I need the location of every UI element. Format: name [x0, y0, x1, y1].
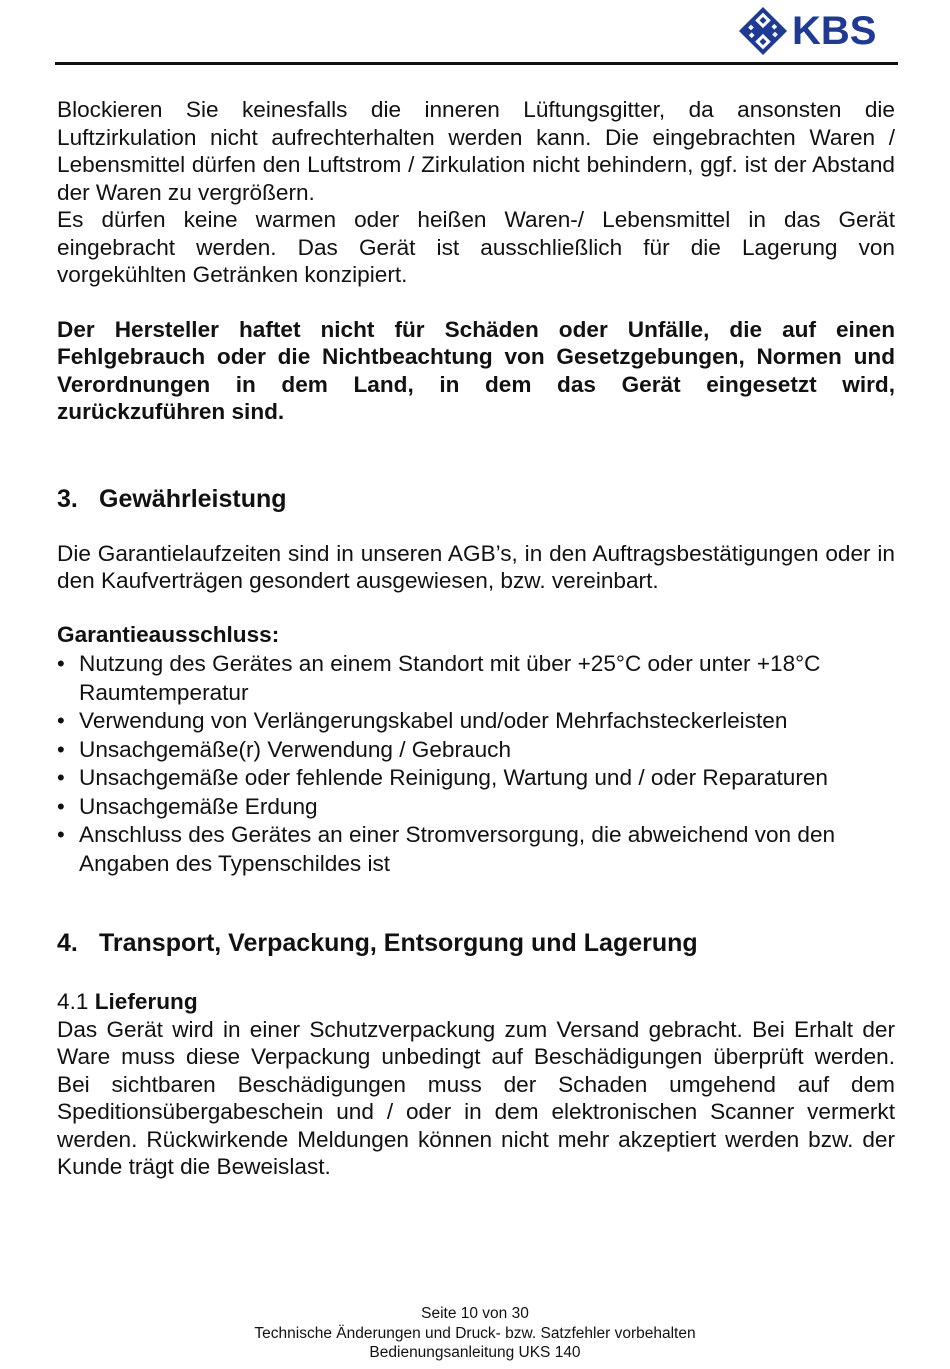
list-item: • Unsachgemäße Erdung: [57, 793, 895, 822]
section-4-title: Transport, Verpackung, Entsorgung und Lagerung: [99, 929, 698, 957]
intro-paragraph-ventilation: Blockieren Sie keinesfalls die inneren Lüftungsgitter, da ansonsten die Luftzirkulation nicht aufrechterhalten werden kann. Die eingebrachten Waren / Lebensmittel dürfen den Luftstrom / Zirkulation nicht behindern, ggf. ist der Abstand der Waren zu vergrößern.: [57, 97, 895, 205]
section-4-number: 4.: [57, 929, 78, 957]
warranty-text: Die Garantielaufzeiten sind in unseren AGB’s, in den Auftragsbestätigungen oder in den Kaufverträgen gesondert ausgewiesen, bzw. vereinbart.: [57, 540, 895, 593]
footer-disclaimer: Technische Änderungen und Druck- bzw. Satzfehler vorbehalten: [254, 1324, 696, 1342]
liability-notice: Der Hersteller haftet nicht für Schäden oder Unfälle, die auf einen Fehlgebrauch oder die Nichtbeachtung von Gesetzgebungen, Normen und Verordnungen in dem Land, in dem das Gerät eingesetzt wird, zurückzuführen sind.: [57, 316, 895, 424]
subsection-4-1-heading: [57, 988, 895, 1016]
warranty-exclusion-heading: Garantieausschluss:: [57, 621, 280, 647]
intro-paragraph-warm-goods: Es dürfen keine warmen oder heißen Waren-/ Lebensmittel in das Gerät eingebracht werden. Das Gerät ist ausschließlich für die Lagerung von vorgekühlten Getränken konzipiert.: [57, 207, 895, 287]
list-item: • Nutzung des Gerätes an einem Standort mit über +25°C oder unter +18°C Raumtemperatur: [57, 650, 895, 707]
delivery-text: Das Gerät wird in einer Schutzverpackung zum Versand gebracht. Bei Erhalt der Ware muss diese Verpackung unbedingt auf Beschädigungen überprüft werden. Bei sichtbaren Beschädigungen muss der Schaden umgehend auf dem Speditionsübergabeschein und / oder in dem elektronischen Scanner vermerkt werden. Rückwirkende Meldungen können nicht mehr akzeptiert werden bzw. der Kunde trägt die Beweislast.: [57, 1016, 895, 1179]
list-item: • Unsachgemäße(r) Verwendung / Gebrauch: [57, 736, 895, 765]
svg-text:KBS: KBS: [792, 9, 877, 53]
list-item: • Verwendung von Verlängerungskabel und/oder Mehrfachsteckerleisten: [57, 707, 895, 736]
section-3-title: Gewährleistung: [99, 484, 287, 513]
section-4-heading: [57, 928, 895, 958]
section-3-number: 3.: [57, 484, 78, 513]
list-item: • Anschluss des Gerätes an einer Stromversorgung, die abweichend von den Angaben des Typenschildes ist: [57, 821, 895, 878]
page-header: [55, 0, 898, 65]
subsection-4-1-number: 4.1: [57, 989, 89, 1014]
list-item: • Unsachgemäße oder fehlende Reinigung, Wartung und / oder Reparaturen: [57, 764, 895, 793]
section-3-heading: [57, 484, 895, 514]
page-number: Seite 10 von 30: [421, 1305, 529, 1322]
subsection-4-1-title: Lieferung: [94, 989, 198, 1014]
page-footer: [0, 1304, 950, 1363]
warranty-exclusion-list: [57, 650, 895, 878]
kbs-logo: [736, 2, 896, 60]
page-content: [57, 96, 895, 1181]
footer-document-name: Bedienungsanleitung UKS 140: [369, 1344, 581, 1361]
